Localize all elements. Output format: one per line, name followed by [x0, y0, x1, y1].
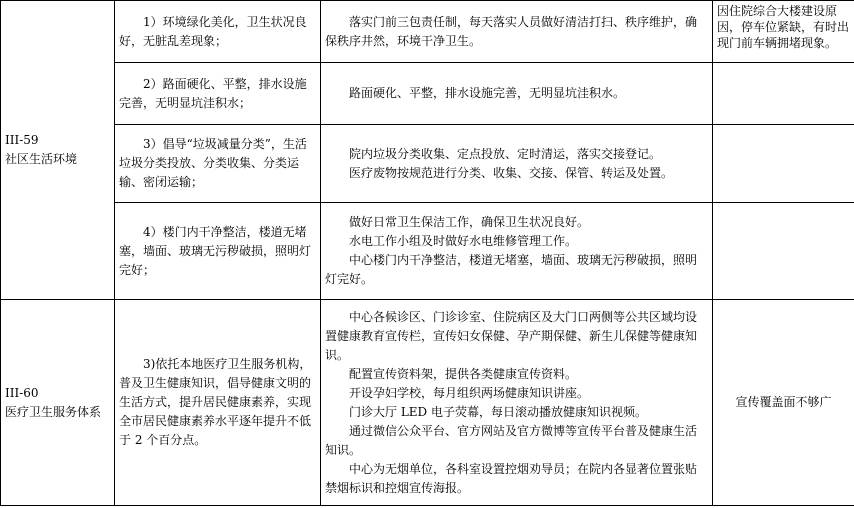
measures-cell [321, 203, 713, 300]
measure-text: 通过微信公众平台、官方网站及官方微博等宣传平台普及健康生活知识。 [325, 423, 698, 457]
table-row [1, 125, 854, 203]
requirement-text: 2）路面硬化、平整，排水设施完善，无明显坑洼积水； [119, 76, 307, 110]
issue-text: 因住院综合大楼建设原因，停车位紧缺，有时出现门前车辆拥堵现象。 [717, 4, 850, 50]
table-row [1, 300, 854, 506]
requirement-cell [115, 63, 321, 125]
issue-cell [713, 203, 854, 300]
requirement-text: 4）楼门内干净整洁，楼道无堵塞，墙面、玻璃无污秽破损，照明灯完好； [119, 224, 312, 277]
requirement-text: 3)依托本地医疗卫生服务机构，普及卫生健康知识，倡导健康文明的生活方式，提升居民健康素养，实现全市居民健康素养水平逐年提升不低于 2 个百分点。 [119, 357, 312, 447]
issue-text: 宣传覆盖面不够广 [735, 395, 832, 409]
measure-text: 院内垃圾分类收集、定点投放、定时清运，落实交接登记。 [349, 146, 662, 161]
measure-text: 中心楼门内干净整洁，楼道无堵塞，墙面、玻璃无污秽破损，照明灯完好。 [325, 253, 698, 286]
measure-text: 中心为无烟单位，各科室设置控烟劝导员；在院内各显著位置张贴禁烟标识和控烟宣传海报。 [325, 461, 698, 495]
section-name: 医疗卫生服务体系 [5, 404, 102, 419]
measure-text: 配置宣传资料架，提供各类健康宣传资料。 [349, 366, 578, 381]
section-name: 社区生活环境 [5, 152, 78, 166]
measures-cell [321, 63, 713, 125]
measure-text: 落实门前三包责任制，每天落实人员做好清洁打扫、秩序维护，确保秩序井然，环境干净卫生。 [325, 14, 698, 48]
table-row [1, 1, 854, 63]
measures-cell [321, 300, 713, 506]
issue-cell [713, 1, 854, 63]
table-row [1, 203, 854, 300]
measure-text: 路面硬化、平整，排水设施完善，无明显坑洼积水。 [349, 86, 626, 100]
measure-text: 门诊大厅 LED 电子荧幕，每日滚动播放健康知识视频。 [349, 404, 647, 419]
measures-cell [321, 1, 713, 63]
section-cell [1, 300, 115, 506]
requirement-text: 3）倡导“垃圾减量分类”，生活垃圾分类投放、分类收集、分类运输、密闭运输； [119, 137, 307, 189]
requirement-cell [115, 300, 321, 506]
measures-cell [321, 125, 713, 203]
measure-text: 水电工作小组及时做好水电维修管理工作。 [349, 234, 578, 248]
table-row [1, 63, 854, 125]
section-cell [1, 1, 115, 300]
requirement-cell [115, 125, 321, 203]
measure-text: 医疗废物按规范进行分类、收集、交接、保管、转运及处置。 [349, 165, 674, 180]
measure-text: 做好日常卫生保洁工作，确保卫生状况良好。 [349, 215, 590, 229]
measure-text: 开设孕妇学校，每月组织两场健康知识讲座。 [349, 385, 590, 400]
requirement-cell [115, 1, 321, 63]
requirement-cell [115, 203, 321, 300]
issue-cell [713, 125, 854, 203]
measure-text: 中心各候诊区、门诊诊室、住院病区及大门口两侧等公共区域均设置健康教育宣传栏，宣传妇女保健、孕产期保健、新生儿保健等健康知识。 [325, 309, 698, 362]
section-code: III-60 [5, 385, 39, 400]
issue-cell [713, 300, 854, 506]
requirement-text: 1）环境绿化美化，卫生状况良好，无脏乱差现象； [119, 14, 307, 48]
issue-cell [713, 63, 854, 125]
section-code: III-59 [5, 133, 39, 147]
